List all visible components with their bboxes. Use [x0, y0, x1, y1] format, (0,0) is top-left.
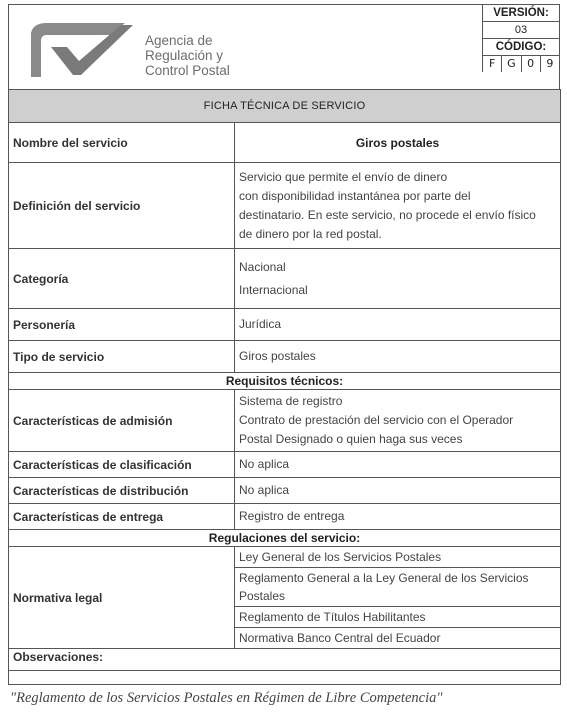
definition-line: con disponibilidad instantánea por parte del [239, 188, 471, 203]
admission-line: Sistema de registro [239, 394, 343, 408]
definition-line: de dinero por la red postal. [239, 226, 382, 241]
agency-logo [29, 17, 137, 83]
version-label: VERSIÓN: [483, 5, 559, 22]
code-value [483, 56, 559, 72]
agency-name [145, 33, 230, 78]
agency-name-line3: Control Postal [145, 63, 230, 78]
code-label: CÓDIGO: [483, 39, 559, 56]
admission-value [235, 390, 561, 452]
version-code-box [482, 5, 559, 72]
delivery-value: Registro de entrega [235, 504, 561, 530]
footer-regulation-note: "Reglamento de los Servicios Postales en Régimen de Libre Competencia" [10, 690, 443, 706]
observations-area [9, 671, 561, 685]
service-table [8, 89, 561, 685]
code-char: 0 [522, 56, 541, 72]
observations-label: Observaciones: [9, 649, 561, 671]
delivery-label: Características de entrega [9, 504, 235, 530]
code-char: F [483, 56, 502, 72]
category-line: Nacional [239, 259, 286, 274]
legal-framework-item: Ley General de los Servicios Postales [235, 547, 560, 568]
legal-framework-item: Normativa Banco Central del Ecuador [239, 631, 441, 645]
service-name-label: Nombre del servicio [9, 123, 235, 163]
definition-line: destinatario. En este servicio, no procede el envío físico [239, 207, 536, 222]
service-sheet [8, 4, 560, 685]
requirements-heading: Requisitos técnicos: [9, 373, 561, 390]
legal-framework-list [235, 547, 561, 649]
admission-line: Contrato de prestación del servicio con el Operador [239, 413, 514, 427]
admission-label: Características de admisión [9, 390, 235, 452]
definition-line: Servicio que permite el envío de dinero [239, 169, 448, 184]
admission-line: Postal Designado o quien haga sus veces [239, 432, 463, 446]
service-type-value: Giros postales [235, 341, 561, 373]
classification-value: No aplica [235, 452, 561, 478]
legal-framework-item: Reglamento General a la Ley General de los Servicios Postales [235, 568, 560, 607]
code-char: G [502, 56, 521, 72]
version-value: 03 [483, 22, 559, 39]
category-value [235, 249, 561, 309]
regulations-heading: Regulaciones del servicio: [9, 530, 561, 547]
legal-framework-item: Reglamento de Títulos Habilitantes [235, 607, 560, 628]
definition-value [235, 163, 561, 249]
service-type-label: Tipo de servicio [9, 341, 235, 373]
agency-name-line1: Agencia de [145, 33, 213, 48]
definition-label: Definición del servicio [9, 163, 235, 249]
category-line: Internacional [239, 282, 308, 297]
personeria-label: Personería [9, 309, 235, 341]
category-label: Categoría [9, 249, 235, 309]
code-char: 9 [546, 57, 554, 70]
document-header [8, 4, 560, 89]
personeria-value: Jurídica [235, 309, 561, 341]
agency-name-line2: Regulación y [145, 48, 224, 63]
distribution-label: Características de distribución [9, 478, 235, 504]
classification-label: Características de clasificación [9, 452, 235, 478]
sheet-title: FICHA TÉCNICA DE SERVICIO [9, 90, 561, 123]
service-name-value: Giros postales [235, 123, 561, 163]
legal-framework-label: Normativa legal [9, 547, 235, 649]
distribution-value: No aplica [235, 478, 561, 504]
